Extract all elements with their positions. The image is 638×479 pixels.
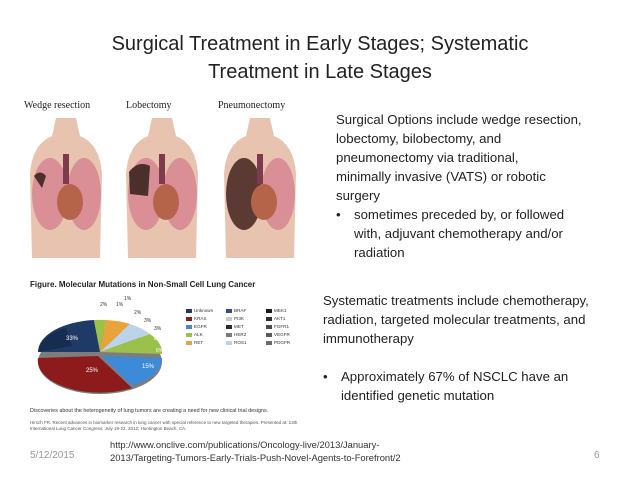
lobectomy-label: Lobectomy <box>126 100 172 111</box>
bullet-line: radiation <box>354 245 405 260</box>
surgical-options-line: Surgical Options include wedge resection, <box>336 112 582 127</box>
pneumonectomy-torso-image <box>216 114 304 258</box>
surgical-options-line: minimally invasive (VATS) or robotic <box>336 169 546 184</box>
legend-item-egfr: EGFR <box>186 324 207 329</box>
legend-item-akt1: AKT1 <box>266 316 286 321</box>
bullet-line: identified genetic mutation <box>341 388 495 403</box>
figure-footnote: Discoveries about the heterogeneity of lung tumors are creating a need for new clinical trial designs. <box>30 408 269 414</box>
pie-label-3: 15% <box>142 364 155 370</box>
figure-reference: Hirsch FR. Recent advances in biomarker research in lung cancer with special reference to new targeted therapies. Presented at: 13th International Lung Cancer Congress; July 19-22, 2012; Huntington Beach, CA. <box>30 420 298 431</box>
systematic-treatments-text <box>323 291 628 405</box>
pie-label-2: 25% <box>86 368 99 374</box>
lobectomy-torso-image <box>118 114 206 258</box>
surgery-illustration <box>22 100 310 260</box>
molecular-mutations-figure <box>30 280 306 431</box>
surgical-options-line: pneumonectomy via traditional, <box>336 150 519 165</box>
pie-label-10: 3% <box>154 326 162 332</box>
footer-date: 5/12/2015 <box>30 450 75 461</box>
systematic-line: radiation, targeted molecular treatments, and <box>323 312 586 327</box>
systematic-bullet <box>323 367 628 405</box>
pie-label-9: 2% <box>100 302 108 308</box>
legend-item-kras: KRAS <box>186 316 207 321</box>
pneumonectomy-label: Pneumonectomy <box>218 100 286 111</box>
pie-label-1: 33% <box>66 336 79 342</box>
bullet-line: with, adjuvant chemotherapy and/or <box>354 226 563 241</box>
page-number: 6 <box>594 450 600 461</box>
surgical-options-line: lobectomy, bilobectomy, and <box>336 131 502 146</box>
pie-label-5: 6% <box>156 348 164 354</box>
pie-label-6: 3% <box>144 318 152 324</box>
legend-item-unknown: Unknown <box>186 308 213 313</box>
surgical-options-bullet <box>336 205 626 262</box>
mutation-legend <box>186 308 306 370</box>
surgical-options-text <box>336 110 626 262</box>
wedge-resection-label: Wedge resection <box>24 100 91 111</box>
legend-item-ros1: ROS1 <box>226 340 247 345</box>
legend-item-fgfr1: FGFR1 <box>266 324 289 329</box>
source-link-line-2[interactable]: 2013/Targeting-Tumors-Early-Trials-Push-Novel-Agents-to-Forefront/2 <box>110 452 401 463</box>
legend-item-alk: ALK <box>186 332 203 337</box>
bullet-icon: • <box>323 369 328 384</box>
surgical-options-line: surgery <box>336 188 380 203</box>
slide-title <box>60 30 580 86</box>
figure-caption: Figure. Molecular Mutations in Non-Small Cell Lung Cancer <box>30 280 256 289</box>
legend-item-ret: RET <box>186 340 203 345</box>
systematic-line: immunotherapy <box>323 331 414 346</box>
legend-item-mek1: MEK1 <box>266 308 287 313</box>
bullet-line: sometimes preceded by, or followed <box>354 207 565 222</box>
legend-item-braf: BRAF <box>226 308 246 313</box>
title-line-1: Surgical Treatment in Early Stages; Systematic <box>111 33 529 55</box>
pie-label-11: 1% <box>124 296 132 302</box>
bullet-line: Approximately 67% of NSCLC have an <box>341 369 569 384</box>
pie-label-7: 2% <box>134 310 142 316</box>
source-link-line-1[interactable]: http://www.onclive.com/publications/Oncology-live/2013/January- <box>110 439 380 450</box>
bullet-icon: • <box>336 207 341 222</box>
source-link[interactable] <box>110 438 401 464</box>
legend-item-pdgfr: PDGFR <box>266 340 290 345</box>
pie-label-4: 8% <box>154 336 162 342</box>
legend-item-her2: HER2 <box>226 332 246 337</box>
legend-item-pi3k: PI3K <box>226 316 244 321</box>
pie-label-8: 1% <box>116 302 124 308</box>
title-line-2: Treatment in Late Stages <box>208 61 432 83</box>
legend-item-met: MET <box>226 324 244 329</box>
legend-item-vegfr: VEGFR <box>266 332 290 337</box>
wedge-resection-torso-image <box>22 114 110 258</box>
systematic-line: Systematic treatments include chemotherapy, <box>323 293 589 308</box>
